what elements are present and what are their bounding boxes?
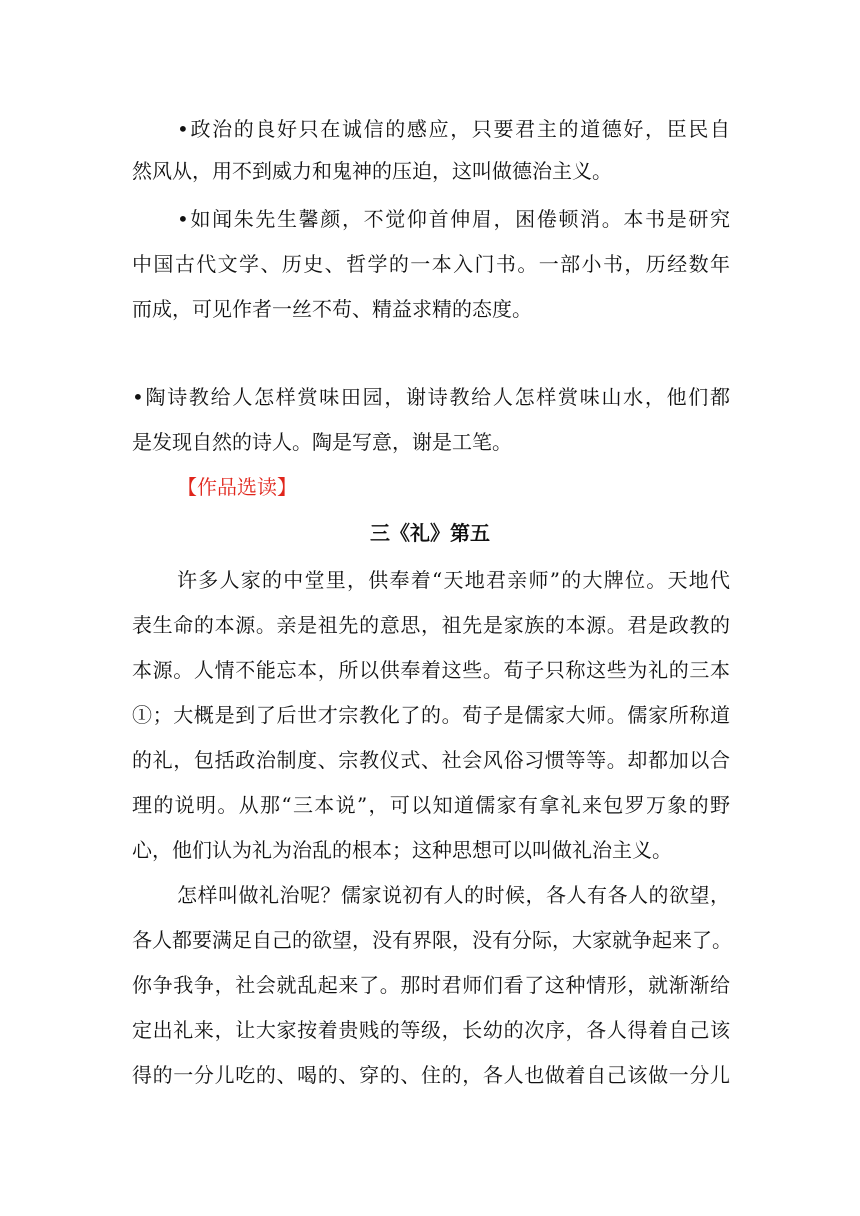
body-2-line-4: 定出礼来，让大家按着贵贱的等级，长幼的次序，各人得着自己该 bbox=[132, 1018, 730, 1042]
quote-1-line-1: •政治的良好只在诚信的感应，只要君主的道德好，臣民自 bbox=[177, 117, 730, 141]
body-1-line-4: ①；大概是到了后世才宗教化了的。荀子是儒家大师。儒家所称道 bbox=[132, 703, 730, 727]
quote-3-line-2: 是发现自然的诗人。陶是写意，谢是工笔。 bbox=[132, 430, 512, 454]
quote-1-line-2: 然风从，用不到威力和鬼神的压迫，这叫做德治主义。 bbox=[132, 159, 612, 183]
body-2-line-1: 怎样叫做礼治呢？儒家说初有人的时候，各人有各人的欲望， bbox=[177, 883, 730, 907]
body-1-line-1: 许多人家的中堂里，供奉着“天地君亲师”的大牌位。天地代 bbox=[177, 568, 730, 592]
body-1-line-2: 表生命的本源。亲是祖先的意思，祖先是家族的本源。君是政教的 bbox=[132, 613, 730, 637]
body-1-line-3: 本源。人情不能忘本，所以供奉着这些。荀子只称这些为礼的三本 bbox=[132, 658, 730, 682]
quote-2-line-2: 中国古代文学、历史、哲学的一本入门书。一部小书，历经数年 bbox=[132, 252, 730, 276]
body-1-line-5: 的礼，包括政治制度、宗教仪式、社会风俗习惯等等。却都加以合 bbox=[132, 748, 730, 772]
body-1-line-6: 理的说明。从那“三本说”，可以知道儒家有拿礼来包罗万象的野 bbox=[132, 793, 730, 817]
body-1-line-7: 心，他们认为礼为治乱的根本；这种思想可以叫做礼治主义。 bbox=[132, 838, 672, 862]
quote-2-line-1: •如闻朱先生馨颜，不觉仰首伸眉，困倦顿消。本书是研究 bbox=[177, 207, 730, 231]
quote-2-line-3: 而成，可见作者一丝不苟、精益求精的态度。 bbox=[132, 297, 532, 321]
body-2-line-2: 各人都要满足自己的欲望，没有界限，没有分际，大家就争起来了。 bbox=[132, 928, 732, 952]
section-label: 【作品选读】 bbox=[177, 475, 297, 499]
body-2-line-5: 得的一分儿吃的、喝的、穿的、住的，各人也做着自己该做一分儿 bbox=[132, 1063, 730, 1087]
chapter-heading: 三《礼》第五 bbox=[370, 521, 490, 545]
quote-3-line-1: •陶诗教给人怎样赏味田园，谢诗教给人怎样赏味山水，他们都 bbox=[132, 385, 730, 409]
body-2-line-3: 你争我争，社会就乱起来了。那时君师们看了这种情形，就渐渐给 bbox=[132, 973, 730, 997]
